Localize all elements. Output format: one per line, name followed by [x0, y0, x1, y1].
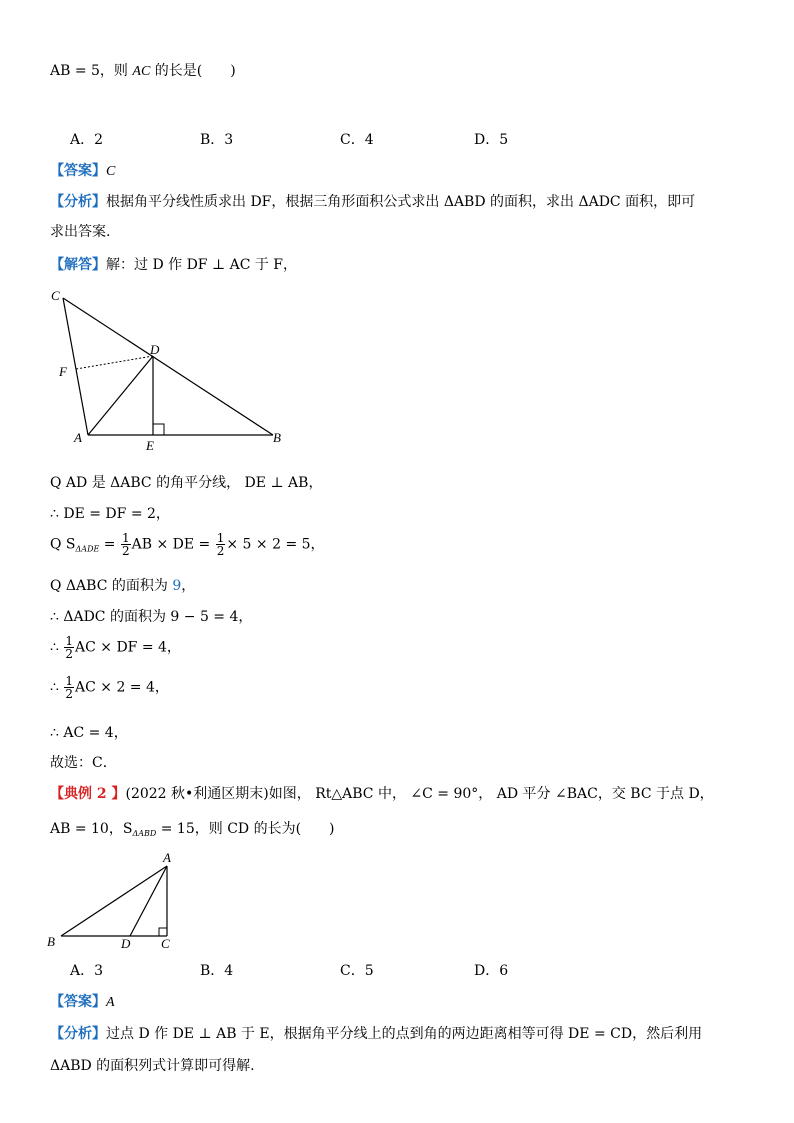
q1-step-7-prefix: ∴ [50, 679, 64, 696]
q1-option-d: D．5 [474, 132, 509, 148]
fraction-denominator-4: 2 [65, 687, 73, 701]
fraction-numerator-4: 1 [65, 674, 73, 688]
q1-analysis-text1: 根据角平分线性质求出 DF，根据三角形面积公式求出 ΔABD 的面积，求出 ΔADC 面积，即可 [106, 194, 696, 210]
q1-step-3 [50, 532, 325, 557]
q1-step-1: Q AD 是 ΔABC 的角平分线， DE ⊥ AB， [50, 475, 323, 491]
label-d: D [150, 342, 160, 357]
q2-stem-line2-suffix: = 15，则 CD 的长为( ) [156, 821, 335, 837]
segment-ad [88, 356, 153, 435]
fraction-half-4 [64, 675, 74, 700]
fraction-denominator-3: 2 [65, 647, 73, 661]
q2-answer-label: 【答案】 [50, 994, 106, 1010]
q1-answer-label: 【答案】 [50, 163, 106, 179]
q1-stem-tail-prefix: AB = 5，则 [50, 63, 133, 79]
q1-analysis-label: 【分析】 [50, 194, 106, 210]
q1-stem-tail-var: AC [132, 64, 151, 79]
fraction-half [121, 532, 131, 557]
q1-option-c: C．4 [340, 132, 374, 148]
q1-step-3-sub: ΔADE [75, 544, 100, 554]
q2-stem-line1 [50, 783, 714, 803]
q2-option-b: B．4 [200, 963, 234, 979]
segment-ad [130, 866, 167, 936]
fraction-numerator-2: 1 [216, 531, 225, 545]
q1-step-3-prefix: Q S [50, 536, 76, 553]
label-e: E [146, 438, 154, 453]
q1-step-4-value: 9 [172, 578, 182, 594]
q2-option-d: D．6 [474, 963, 509, 979]
q1-option-b: B．3 [200, 132, 234, 148]
q2-answer [50, 991, 115, 1011]
q1-step-4-suffix: ， [181, 578, 196, 594]
label-b: B [273, 430, 281, 445]
right-angle-mark-c [159, 928, 167, 936]
q2-analysis-line2: ΔABD 的面积列式计算即可得解. [50, 1058, 255, 1074]
q1-step-7 [50, 675, 169, 700]
q2-analysis-line1 [50, 1023, 702, 1043]
label-f: F [59, 364, 67, 379]
q1-choose: 故选：C． [50, 755, 117, 771]
q1-step-4 [50, 575, 195, 595]
segment-ba [61, 866, 167, 936]
q1-answer [50, 160, 115, 180]
q1-step-2: ∴ DE = DF = 2， [50, 506, 170, 522]
label-c: C [51, 288, 60, 303]
q1-step-6 [50, 635, 181, 660]
fraction-numerator-3: 1 [65, 634, 73, 648]
label-d: D [121, 936, 131, 951]
q2-analysis-text1: 过点 D 作 DE ⊥ AB 于 E，根据角平分线上的点到角的两边距离相等可得 DE = CD，然后利用 [106, 1026, 703, 1042]
q1-triangle-figure [45, 285, 295, 455]
segment-cb [63, 298, 273, 435]
label-b: B [47, 934, 55, 949]
q2-stem-text1: (2022 秋•利通区期末)如图， Rt△ABC 中， ∠C = 90°， AD 平分 ∠BAC，交 BC 于点 D， [125, 786, 714, 802]
q1-stem-tail-suffix: 的长是( ) [150, 63, 236, 79]
q1-step-6-prefix: ∴ [50, 639, 64, 656]
q1-step-7-suffix: AC × 2 = 4， [75, 679, 169, 696]
label-a: A [74, 430, 82, 445]
segment-df [76, 356, 153, 369]
q1-step-6-suffix: AC × DF = 4， [75, 639, 181, 656]
label-a: A [163, 850, 171, 865]
q2-label: 【典例 2 】 [50, 786, 126, 802]
q1-option-a: A．2 [70, 132, 104, 148]
q2-answer-value: A [106, 995, 115, 1010]
fraction-half-2 [216, 532, 226, 557]
q1-step-3-a: AB × DE = [131, 536, 215, 553]
q2-option-c: C．5 [340, 963, 374, 979]
q2-stem-line2-prefix: AB = 10，S [50, 821, 133, 837]
q1-step-5: ∴ ΔADC 的面积为 9 − 5 = 4， [50, 609, 253, 625]
q1-analysis-line1 [50, 191, 695, 211]
q1-step-3-b: × 5 × 2 = 5， [226, 536, 325, 553]
q2-stem-line2-sub: ΔABD [132, 829, 157, 838]
q2-stem-line2 [50, 818, 335, 838]
q2-option-a: A．3 [70, 963, 104, 979]
fraction-denominator: 2 [121, 544, 130, 558]
fraction-denominator-2: 2 [216, 544, 225, 558]
q2-analysis-label: 【分析】 [50, 1026, 106, 1042]
fraction-numerator: 1 [121, 531, 130, 545]
q1-solution-intro [50, 254, 297, 274]
q1-answer-value: C [106, 164, 116, 179]
label-c: C [161, 936, 170, 951]
right-angle-mark-e [153, 424, 164, 435]
q2-triangle-figure [45, 848, 195, 953]
q1-step-3-mid: = [99, 536, 120, 553]
q1-step-4-prefix: Q ΔABC 的面积为 [50, 578, 173, 594]
q1-analysis-line2: 求出答案. [50, 224, 111, 240]
q1-step-8: ∴ AC = 4， [50, 725, 128, 741]
q1-solution-intro-text: 解：过 D 作 DF ⊥ AC 于 F， [106, 257, 298, 273]
fraction-half-3 [64, 635, 74, 660]
q1-solution-label: 【解答】 [50, 257, 106, 273]
q1-stem-tail [50, 60, 236, 80]
